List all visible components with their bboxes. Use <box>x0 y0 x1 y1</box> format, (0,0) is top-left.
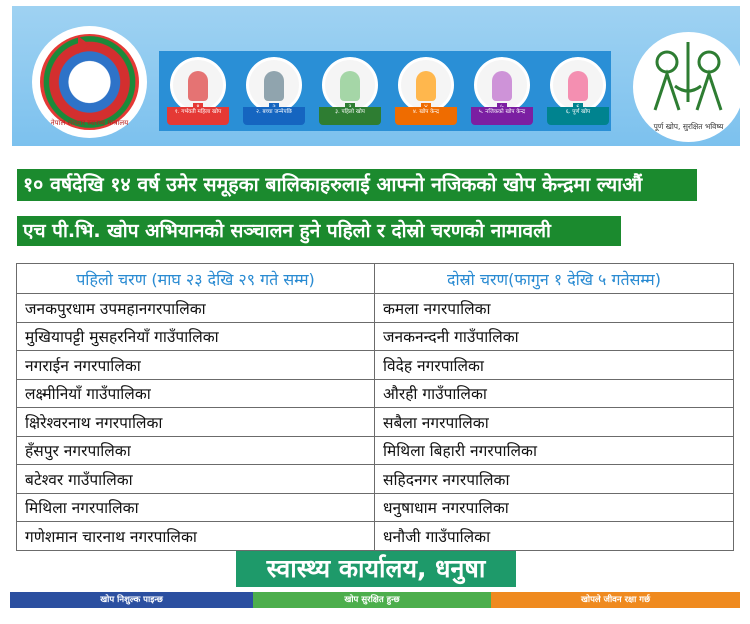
step-illustration-2 <box>243 57 305 125</box>
vaccination-steps-strip <box>159 51 611 131</box>
office-name-banner: स्वास्थ्य कार्यालय, धनुषा <box>236 551 516 587</box>
table-cell: सहिदनगर नगरपालिका <box>375 465 734 494</box>
step-illustration-6 <box>547 57 609 125</box>
table-cell: कमला नगरपालिका <box>375 294 734 323</box>
step-illustration-3 <box>319 57 381 125</box>
step-caption-4: ४. खोप केन्द्र <box>395 107 457 125</box>
table-row <box>17 294 734 323</box>
step-caption-1: १. गर्भवती महिला खोप <box>167 107 229 125</box>
column-header-phase-1: पहिलो चरण (माघ २३ देखि २९ गते सम्म) <box>17 264 375 294</box>
table-cell: बटेश्वर गाउँपालिका <box>17 465 375 494</box>
step-caption-6: ६. पूर्ण खोप <box>547 107 609 125</box>
nepal-emblem-logo <box>32 26 147 138</box>
table-row <box>17 322 734 351</box>
header-banner <box>12 6 740 146</box>
table-cell: धनुषाधाम नगरपालिका <box>375 493 734 522</box>
step-illustration-4 <box>395 57 457 125</box>
municipality-table <box>16 263 734 551</box>
step-illustration-5 <box>471 57 533 125</box>
table-cell: जनकपुरधाम उपमहानगरपालिका <box>17 294 375 323</box>
table-cell: मिथिला नगरपालिका <box>17 493 375 522</box>
phase-list-heading: एच पी.भि. खोप अभियानको सञ्चालन हुने पहिलो र दोस्रो चरणको नामावली <box>17 216 621 246</box>
child-vaccine-icon <box>651 40 726 120</box>
table-cell: गणेशमान चारनाथ नगरपालिका <box>17 522 375 551</box>
table-cell: मिथिला बिहारी नगरपालिका <box>375 436 734 465</box>
emblem-text: नेपाल सरकार स्वास्थ्य मन्त्रालय <box>50 119 129 127</box>
column-header-phase-2: दोस्रो चरण(फागुन १ देखि ५ गतेसम्म) <box>375 264 734 294</box>
table-cell: सबैला नगरपालिका <box>375 408 734 437</box>
slogan-bar-safe: खोप सुरक्षित हुन्छ <box>253 592 491 608</box>
table-row <box>17 351 734 380</box>
table-row <box>17 408 734 437</box>
table-cell: विदेह नगरपालिका <box>375 351 734 380</box>
table-cell: औरही गाउँपालिका <box>375 379 734 408</box>
table-row <box>17 436 734 465</box>
table-row <box>17 379 734 408</box>
step-caption-2: २. बच्चा जन्मेपछि <box>243 107 305 125</box>
immunization-logo <box>633 32 744 142</box>
table-cell: हँसपुर नगरपालिका <box>17 436 375 465</box>
table-cell: मुखियापट्टी मुसहरनियाँ गाउँपालिका <box>17 322 375 351</box>
table-cell: धनौजी गाउँपालिका <box>375 522 734 551</box>
table-cell: जनकनन्दनी गाउँपालिका <box>375 322 734 351</box>
table-cell: नगराईन नगरपालिका <box>17 351 375 380</box>
table-cell: क्षिरेश्वरनाथ नगरपालिका <box>17 408 375 437</box>
table-row <box>17 493 734 522</box>
step-illustration-1 <box>167 57 229 125</box>
table-row <box>17 465 734 494</box>
step-caption-5: ५. नजिकको खोप केन्द्र <box>471 107 533 125</box>
table-row <box>17 522 734 551</box>
slogan-bar-life: खोपले जीवन रक्षा गर्छ <box>491 592 740 608</box>
table-cell: लक्ष्मीनियाँ गाउँपालिका <box>17 379 375 408</box>
slogan-bar-free: खोप निशुल्क पाइन्छ <box>10 592 253 608</box>
table-header-row <box>17 264 734 294</box>
step-caption-3: ३. पहिलो खोप <box>319 107 381 125</box>
campaign-heading: १० वर्षदेखि १४ वर्ष उमेर समूहका बालिकाहरुलाई आफ्नो नजिकको खोप केन्द्रमा ल्याऔं <box>17 169 697 201</box>
logo-tagline: पूर्ण खोप, सुरक्षित भविष्य <box>653 122 724 131</box>
flag-icon <box>78 36 90 54</box>
